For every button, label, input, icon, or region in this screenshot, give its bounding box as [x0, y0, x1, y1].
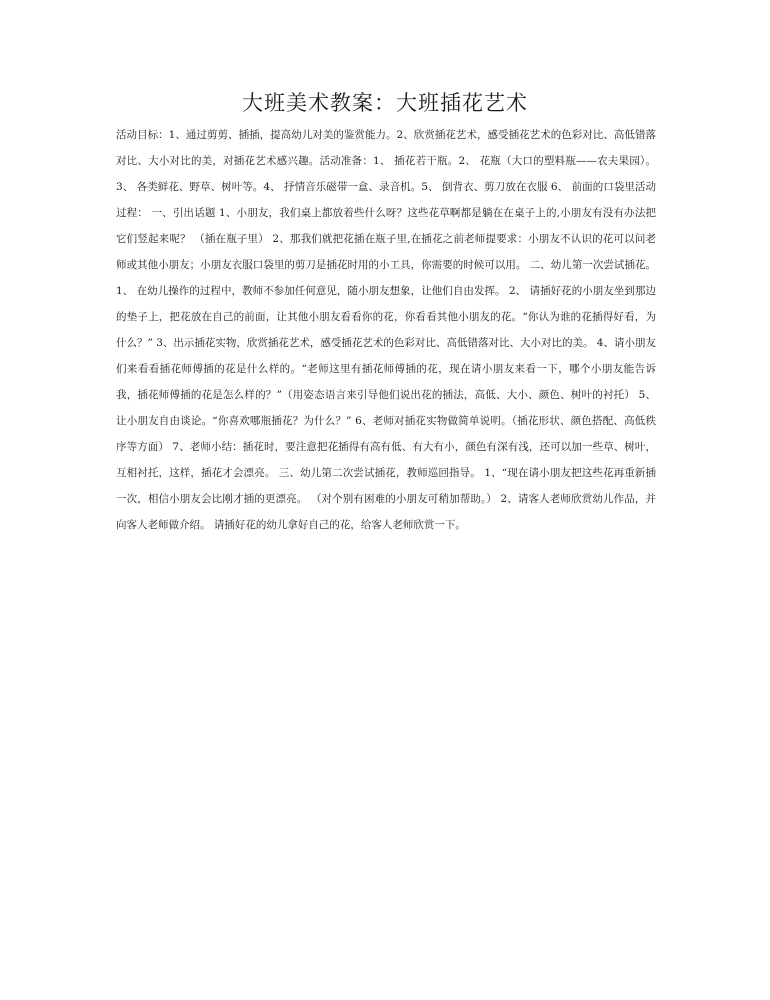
document-body: 活动目标：1、通过剪剪、插插，提高幼儿对美的鉴赏能力。2、欣赏插花艺术，感受插花艺术的色彩对比、高低错落对比、大小对比的美，对插花艺术感兴趣。活动准备：1、 插花若干瓶。2、 花瓶（大口的塑料瓶——农夫果园）。3、 各类鲜花、野草、树叶等。4、 抒情音乐磁带一盒、录音机。5、 倒背衣、剪刀放在衣服 6、 前面的口袋里活动过程： 一、引出话题 1、小朋友，我们桌上都放着些什么呀？这些花草啊都是躺在在桌子上的,小朋友有没有办法把它们竖起来呢？ （插在瓶子里） 2、那我们就把花插在瓶子里,在插花之前老师提要求：小朋友不认识的花可以问老师或其他小朋友；小朋友衣服口袋里的剪刀是插花时用的小工具，你需要的时候可以用。 二、幼儿第一次尝试插花。 1、 在幼儿操作的过程中，教师不参加任何意见，随小朋友想象，让他们自由发挥。 2、 请插好花的小朋友坐到那边的垫子上，把花放在自己的前面，让其他小朋友看看你的花，你看看其他小朋友的花。“你认为谁的花插得好看，为什么？” 3、出示插花实物，欣赏插花艺术，感受插花艺术的色彩对比、高低错落对比、大小对比的美。 4、请小朋友们来看看插花师傅插的花是什么样的。“老师这里有插花师傅插的花，现在请小朋友来看一下，哪个小朋友能告诉我，插花师傅插的花是怎么样的？”（用姿态语言来引导他们说出花的插法，高低、大小、颜色、树叶的衬托） 5、让小朋友自由谈论。“你喜欢哪瓶插花？为什么？” 6、老师对插花实物做简单说明。（插花形状、颜色搭配、高低秩序等方面） 7、老师小结：插花时，要注意把花插得有高有低、有大有小，颜色有深有浅，还可以加一些草、树叶，互相衬托，这样，插花才会漂亮。 三、幼儿第二次尝试插花，教师巡回指导。 1、“现在请小朋友把这些花再重新插一次，相信小朋友会比刚才插的更漂亮。 （对个别有困难的小朋友可稍加帮助。） 2、请客人老师欣赏幼儿作品，并向客人老师做介绍。 请插好花的幼儿拿好自己的花，给客人老师欣赏一下。	[116, 129, 656, 531]
document-title: 大班美术教案：大班插花艺术	[242, 91, 528, 115]
